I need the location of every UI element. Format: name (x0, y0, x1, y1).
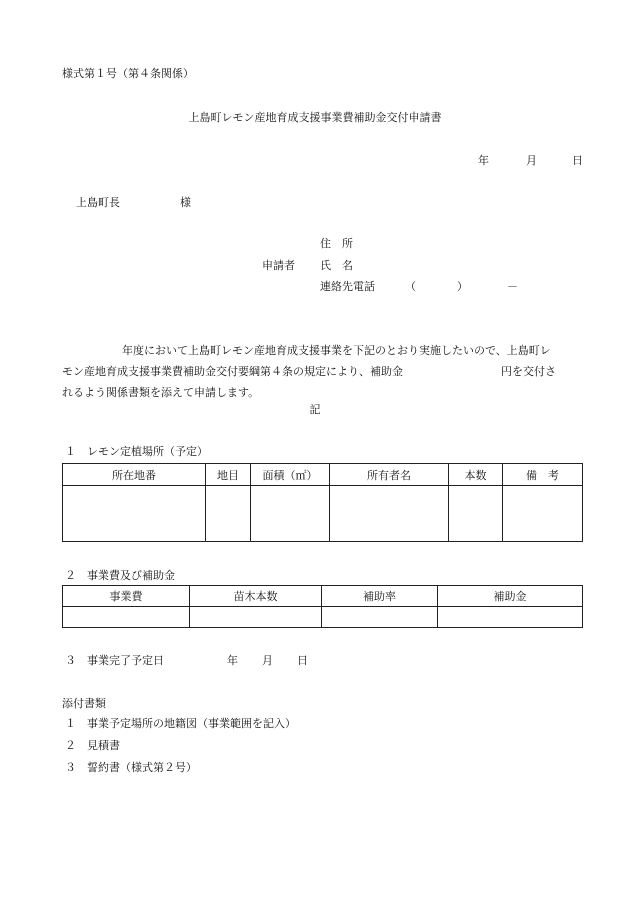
phone-close-paren: ） (457, 280, 468, 293)
cell-area[interactable] (251, 486, 330, 542)
ki-label: 記 (309, 403, 321, 416)
attachments-title: 添付書類 (62, 697, 106, 710)
cell-tree-count[interactable] (449, 486, 503, 542)
col-header-subsidy-rate: 補助率 (322, 586, 438, 607)
document-title: 上島町レモン産地育成支援事業費補助金交付申請書 (188, 111, 442, 124)
applicant-address-label: 住 所 (320, 237, 353, 250)
col-header-remarks: 備 考 (503, 464, 583, 486)
cell-project-cost[interactable] (63, 607, 190, 628)
project-cost-table (62, 585, 583, 628)
body-line-2-text: モン産地育成支援事業費補助金交付要綱第４条の規定により、補助金 (62, 365, 403, 378)
planting-location-table (62, 463, 583, 542)
body-line-3: れるよう関係書類を添えて申請します。 (62, 386, 260, 399)
col-header-project-cost: 事業費 (63, 586, 190, 607)
applicant-name-label: 氏 名 (320, 259, 353, 272)
col-header-seedling-count: 苗木本数 (190, 586, 322, 607)
col-header-area: 面積（㎡） (251, 464, 330, 486)
attachment-item: ２ 見積書 (65, 739, 120, 752)
cell-subsidy-rate[interactable] (322, 607, 438, 628)
section2-title: ２ 事業費及び補助金 (65, 569, 175, 582)
applicant-phone-label: 連絡先電話 (320, 280, 375, 293)
table-row (63, 486, 583, 542)
col-header-land-category: 地目 (206, 464, 251, 486)
col-header-subsidy-amount: 補助金 (438, 586, 583, 607)
body-line-2 (62, 361, 592, 382)
table-header-row (63, 464, 583, 486)
cell-seedling-count[interactable] (190, 607, 322, 628)
table-row (63, 607, 583, 628)
attachment-item: １ 事業予定場所の地籍図（事業範囲を記入） (65, 717, 296, 730)
cell-owner-name[interactable] (330, 486, 449, 542)
section3-title: ３ 事業完了予定日 (65, 654, 164, 667)
col-header-owner-name: 所有者名 (330, 464, 449, 486)
addressee-name: 上島町長 (76, 196, 120, 209)
date-month-label: 月 (526, 154, 537, 167)
phone-dash: － (507, 280, 518, 293)
applicant-label: 申請者 (262, 259, 295, 272)
addressee-honorific: 様 (180, 196, 191, 209)
phone-open-paren: （ (405, 280, 416, 293)
completion-day-label: 日 (297, 654, 308, 667)
cell-land-category[interactable] (206, 486, 251, 542)
table-header-row (63, 586, 583, 607)
date-year-label: 年 (478, 154, 489, 167)
form-label: 様式第１号（第４条関係） (62, 67, 194, 80)
completion-month-label: 月 (262, 654, 273, 667)
col-header-lot-number: 所在地番 (63, 464, 206, 486)
cell-remarks[interactable] (503, 486, 583, 542)
date-day-label: 日 (572, 154, 583, 167)
cell-lot-number[interactable] (63, 486, 206, 542)
attachment-item: ３ 誓約書（様式第２号） (65, 761, 197, 774)
body-line-1: 年度において上島町レモン産地育成支援事業を下記のとおり実施したいので、上島町レ (122, 344, 551, 357)
section1-title: １ レモン定植場所（予定） (65, 445, 208, 458)
body-line-2-suffix: 円を交付さ (501, 365, 556, 378)
completion-year-label: 年 (227, 654, 238, 667)
cell-subsidy-amount[interactable] (438, 607, 583, 628)
application-body (62, 340, 592, 403)
col-header-tree-count: 本数 (449, 464, 503, 486)
